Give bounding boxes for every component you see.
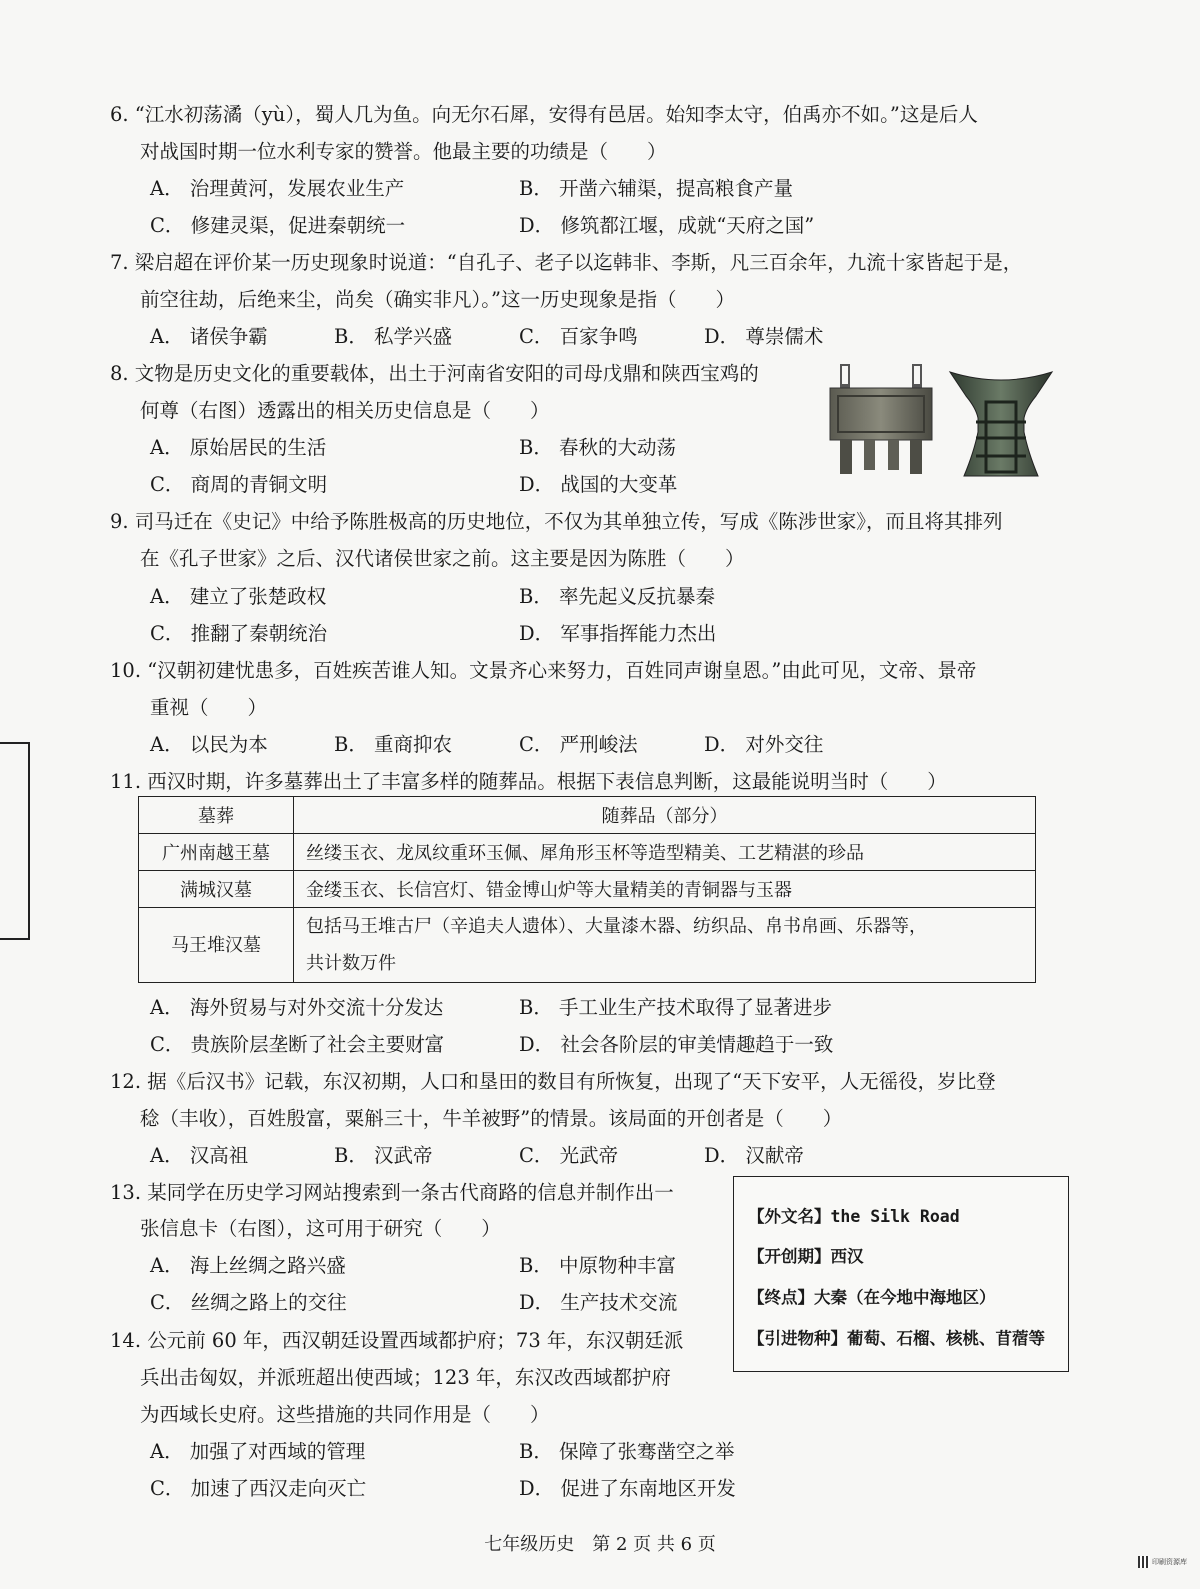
q12-option-d[interactable]: D． 汉献帝 (704, 1144, 804, 1167)
q12-stem-line2: 稔（丰收），百姓殷富，粟斛三十，牛羊被野”的情景。该局面的开创者是（ ） (140, 1107, 843, 1130)
table-header-goods: 随葬品（部分） (294, 797, 1036, 834)
q11-stem: 11. 西汉时期，许多墓葬出土了丰富多样的随葬品。根据下表信息判断，这最能说明当时（ ） (110, 770, 947, 793)
q10-stem-line2: 重视（ ） (150, 696, 268, 719)
q7-option-a[interactable]: A． 诸侯争霸 (150, 325, 268, 348)
table-row (139, 834, 1036, 871)
q6-stem-line1: 6. “江水初荡潏（yù），蜀人几为鱼。向无尔石犀，安得有邑居。始知李太守，伯禹亦不如。”这是后人 (110, 103, 978, 126)
burial-goods: 金缕玉衣、长信宫灯、错金博山炉等大量精美的青铜器与玉器 (294, 871, 1036, 908)
tomb-name: 广州南越王墓 (139, 834, 294, 871)
binding-mark-line (28, 742, 30, 940)
page-footer: 七年级历史 第 2 页 共 6 页 (484, 1534, 716, 1555)
burial-goods-line2: 共计数万件 (306, 953, 396, 974)
tomb-name: 马王堆汉墓 (139, 908, 294, 983)
card-species: 【引进物种】葡萄、石榴、核桃、苜蓿等 (748, 1329, 1045, 1348)
q14-stem-line1: 14. 公元前 60 年，西汉朝廷设置西域都护府；73 年，东汉朝廷派 (110, 1329, 684, 1352)
binding-mark-bottom (0, 938, 30, 940)
simuwu-ding-image (826, 358, 936, 478)
q14-stem-line2: 兵出击匈奴，并派班超出使西域；123 年，东汉改西域都护府 (140, 1366, 671, 1389)
q14-option-c[interactable]: C． 加速了西汉走向灭亡 (150, 1477, 367, 1500)
q8-option-c[interactable]: C． 商周的青铜文明 (150, 473, 328, 496)
q8-option-d[interactable]: D． 战国的大变革 (519, 473, 678, 496)
silk-road-info-card (733, 1176, 1069, 1372)
card-end: 【终点】大秦（在今地中海地区） (748, 1288, 996, 1307)
burial-goods (294, 908, 1036, 983)
q10-option-c[interactable]: C． 严刑峻法 (519, 733, 638, 756)
q12-option-b[interactable]: B． 汉武帝 (334, 1144, 433, 1167)
q14-option-b[interactable]: B． 保障了张骞凿空之举 (519, 1440, 735, 1463)
q11-option-b[interactable]: B． 手工业生产技术取得了显著进步 (519, 996, 833, 1019)
q14-option-a[interactable]: A． 加强了对西域的管理 (150, 1440, 366, 1463)
burial-goods: 丝缕玉衣、龙凤纹重环玉佩、犀角形玉杯等造型精美、工艺精湛的珍品 (294, 834, 1036, 871)
q12-option-a[interactable]: A． 汉高祖 (150, 1144, 249, 1167)
q6-option-d[interactable]: D． 修筑都江堰，成就“天府之国” (519, 214, 815, 237)
burial-goods-table (138, 796, 1036, 983)
card-foreign-name: 【外文名】the Silk Road (748, 1207, 960, 1226)
binding-mark-top (0, 742, 30, 744)
q12-stem-line1: 12. 据《后汉书》记载，东汉初期，人口和垦田的数目有所恢复，出现了“天下安平，人无徭役，岁比登 (110, 1070, 996, 1093)
q7-stem-line2: 前空往劫，后绝来尘，尚矣（确实非凡）。”这一历史现象是指（ ） (140, 288, 735, 311)
q13-stem-line1: 13. 某同学在历史学习网站搜索到一条古代商路的信息并制作出一 (110, 1181, 674, 1204)
q7-option-d[interactable]: D． 尊崇儒术 (704, 325, 824, 348)
q10-stem-line1: 10. “汉朝初建忧患多，百姓疾苦谁人知。文景齐心来努力，百姓同声谢皇恩。”由此可见，文帝、景帝 (110, 659, 977, 682)
q14-option-d[interactable]: D． 促进了东南地区开发 (519, 1477, 736, 1500)
tomb-name: 满城汉墓 (139, 871, 294, 908)
q7-option-c[interactable]: C． 百家争鸣 (519, 325, 638, 348)
he-zun-image (946, 362, 1056, 482)
burial-goods-line1: 包括马王堆古尸（辛追夫人遗体）、大量漆木器、纺织品、帛书帛画、乐器等， (306, 916, 927, 937)
q7-stem-line1: 7. 梁启超在评价某一历史现象时说道：“自孔子、老子以迄韩非、李斯，凡三百余年，九流十家皆起于是， (110, 251, 1023, 274)
table-row (139, 908, 1036, 983)
q7-option-b[interactable]: B． 私学兴盛 (334, 325, 453, 348)
table-header-tomb: 墓葬 (139, 797, 294, 834)
q14-stem-line3: 为西域长史府。这些措施的共同作用是（ ） (140, 1403, 550, 1426)
q8-stem-line1: 8. 文物是历史文化的重要载体，出土于河南省安阳的司母戊鼎和陕西宝鸡的 (110, 362, 759, 385)
q12-option-c[interactable]: C． 光武帝 (519, 1144, 619, 1167)
q9-stem-line1: 9. 司马迁在《史记》中给予陈胜极高的历史地位，不仅为其单独立传，写成《陈涉世家》，而且将其排列 (110, 510, 1003, 533)
q10-option-b[interactable]: B． 重商抑农 (334, 733, 453, 756)
q13-option-d[interactable]: D． 生产技术交流 (519, 1291, 678, 1314)
q11-option-d[interactable]: D． 社会各阶层的审美情趣趋于一致 (519, 1033, 834, 1056)
table-row (139, 871, 1036, 908)
q10-option-a[interactable]: A． 以民为本 (150, 733, 268, 756)
card-period: 【开创期】西汉 (748, 1247, 864, 1266)
q9-option-b[interactable]: B． 率先起义反抗暴秦 (519, 585, 716, 608)
q6-option-a[interactable]: A． 治理黄河，发展农业生产 (150, 177, 405, 200)
q9-option-c[interactable]: C． 推翻了秦朝统治 (150, 622, 328, 645)
q6-stem-line2: 对战国时期一位水利专家的赞誉。他最主要的功绩是（ ） (140, 140, 667, 163)
q9-option-d[interactable]: D． 军事指挥能力杰出 (519, 622, 717, 645)
q6-option-b[interactable]: B． 开凿六辅渠，提高粮食产量 (519, 177, 794, 200)
q10-option-d[interactable]: D． 对外交往 (704, 733, 824, 756)
q13-option-a[interactable]: A． 海上丝绸之路兴盛 (150, 1254, 346, 1277)
q11-option-c[interactable]: C． 贵族阶层垄断了社会主要财富 (150, 1033, 445, 1056)
q8-option-b[interactable]: B． 春秋的大动荡 (519, 436, 677, 459)
q13-option-b[interactable]: B． 中原物种丰富 (519, 1254, 677, 1277)
q13-stem-line2: 张信息卡（右图），这可用于研究（ ） (140, 1217, 501, 1240)
q9-stem-line2: 在《孔子世家》之后、汉代诸侯世家之前。这主要是因为陈胜（ ） (140, 547, 745, 570)
watermark-text: 印刷资源库 (1152, 1558, 1187, 1566)
q13-option-c[interactable]: C． 丝绸之路上的交往 (150, 1291, 347, 1314)
q11-option-a[interactable]: A． 海外贸易与对外交流十分发达 (150, 996, 444, 1019)
q6-option-c[interactable]: C． 修建灵渠，促进秦朝统一 (150, 214, 406, 237)
q8-option-a[interactable]: A． 原始居民的生活 (150, 436, 327, 459)
qr-code-icon (1138, 1556, 1150, 1568)
q8-stem-line2: 何尊（右图）透露出的相关历史信息是（ ） (140, 399, 550, 422)
q9-option-a[interactable]: A． 建立了张楚政权 (150, 585, 327, 608)
